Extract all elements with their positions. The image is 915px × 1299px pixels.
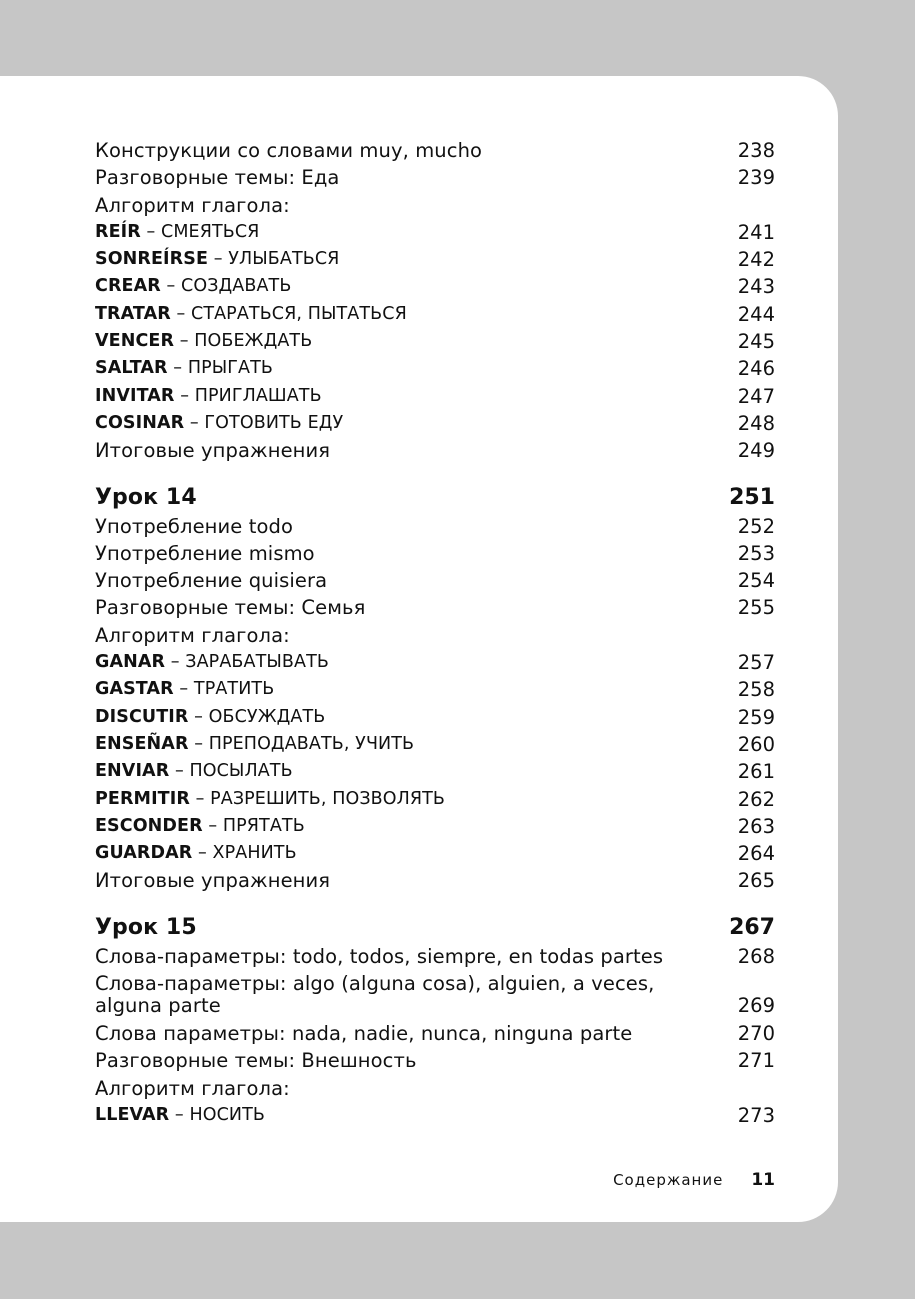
toc-entry xyxy=(95,1075,775,1102)
dash: – xyxy=(208,815,218,836)
toc-entry-title: Алгоритм глагола: xyxy=(95,193,290,217)
toc-verb-entry xyxy=(95,219,775,246)
dash: – xyxy=(179,679,189,700)
toc-entry-page: 244 xyxy=(737,302,775,326)
toc-entry-page: 265 xyxy=(737,869,775,893)
toc-entry-title: Итоговые упражнения xyxy=(95,869,331,893)
toc-entry xyxy=(95,192,775,219)
dash: – xyxy=(194,733,204,754)
lesson-heading xyxy=(95,483,775,513)
toc-verb-entry xyxy=(95,301,775,328)
toc-verb-entry xyxy=(95,649,775,676)
toc-verb-entry xyxy=(95,758,775,785)
dash: – xyxy=(174,1104,184,1125)
toc-entry xyxy=(95,943,775,970)
toc-entry xyxy=(95,567,775,594)
toc-verb-entry xyxy=(95,355,775,382)
lesson-page: 251 xyxy=(729,484,775,510)
verb-translation: УЛЫБАТЬСЯ xyxy=(228,249,340,270)
verb-translation: ПРЕПОДАВАТЬ, УЧИТЬ xyxy=(208,733,415,754)
toc-entry-title: Алгоритм глагола: xyxy=(95,1076,290,1100)
verb-name: DISCUTIR xyxy=(95,706,189,727)
dash: – xyxy=(170,652,180,673)
dash: – xyxy=(176,303,186,324)
toc-entry-title: Употребление quisiera xyxy=(95,569,328,593)
toc-entry xyxy=(95,1020,775,1047)
toc-verb-entry xyxy=(95,704,775,731)
toc-verb-entry xyxy=(95,383,775,410)
dash: – xyxy=(213,249,223,270)
toc-verb-entry xyxy=(95,246,775,273)
verb-name: PERMITIR xyxy=(95,788,190,809)
verb-name: GUARDAR xyxy=(95,843,193,864)
toc-entry-title: Разговорные темы: Семья xyxy=(95,596,366,620)
verb-translation: СТАРАТЬСЯ, ПЫТАТЬСЯ xyxy=(191,303,407,324)
dash: – xyxy=(195,788,205,809)
verb-translation: ТРАТИТЬ xyxy=(193,679,275,700)
toc-entry-page: 262 xyxy=(737,787,775,811)
toc-entry-page: 257 xyxy=(737,651,775,675)
dash: – xyxy=(194,706,203,727)
page-footer xyxy=(560,1170,775,1190)
verb-translation: ПОСЫЛАТЬ xyxy=(189,761,293,782)
dash: – xyxy=(174,761,184,782)
toc-entry-title: Алгоритм глагола: xyxy=(95,623,290,647)
toc-entry-title: Разговорные темы: Еда xyxy=(95,166,340,190)
verb-translation: ПРЫГАТЬ xyxy=(187,358,274,379)
toc-verb-entry xyxy=(95,813,775,840)
toc-entry xyxy=(95,164,775,191)
dash: – xyxy=(189,412,199,433)
toc-verb-entry xyxy=(95,786,775,813)
toc-entry-page: 269 xyxy=(737,994,775,1018)
toc-entry-page: 263 xyxy=(737,814,775,838)
toc-verb-entry xyxy=(95,410,775,437)
lesson-title: Урок 15 xyxy=(95,914,197,940)
toc-entry-page: 273 xyxy=(737,1103,775,1127)
verb-name: SALTAR xyxy=(95,358,168,379)
table-of-contents xyxy=(95,137,775,1129)
verb-translation: ПОБЕЖДАТЬ xyxy=(194,331,313,352)
toc-entry-page: 270 xyxy=(737,1022,775,1046)
toc-entry xyxy=(95,970,775,1020)
verb-translation: ХРАНИТЬ xyxy=(212,843,297,864)
footer-page-number: 11 xyxy=(751,1170,775,1190)
toc-verb-entry xyxy=(95,676,775,703)
toc-entry-page: 255 xyxy=(737,596,775,620)
dash: – xyxy=(146,221,156,242)
toc-entry-page: 271 xyxy=(737,1049,775,1073)
toc-entry-page: 261 xyxy=(737,760,775,784)
toc-entry-page: 243 xyxy=(737,275,775,299)
toc-entry-title: Итоговые упражнения xyxy=(95,439,331,463)
dash: – xyxy=(166,276,176,297)
verb-name: INVITAR xyxy=(95,385,175,406)
verb-translation: СОЗДАВАТЬ xyxy=(181,276,292,297)
verb-translation: ПРЯТАТЬ xyxy=(222,815,305,836)
verb-name: ESCONDER xyxy=(95,815,203,836)
lesson-heading xyxy=(95,913,775,943)
toc-entry xyxy=(95,1047,775,1074)
verb-name: TRATAR xyxy=(95,303,171,324)
verb-translation: ОБСУЖДАТЬ xyxy=(208,706,326,727)
toc-verb-entry xyxy=(95,328,775,355)
toc-entry-page: 260 xyxy=(737,732,775,756)
verb-translation: ПРИГЛАШАТЬ xyxy=(194,385,322,406)
toc-verb-entry xyxy=(95,840,775,867)
verb-translation: РАЗРЕШИТЬ, ПОЗВОЛЯТЬ xyxy=(210,788,446,809)
toc-entry-page: 247 xyxy=(737,384,775,408)
toc-entry-title: Слова параметры: nada, nadie, nunca, ninguna parte xyxy=(95,1022,633,1046)
verb-name: GANAR xyxy=(95,652,166,673)
verb-name: VENCER xyxy=(95,331,175,352)
toc-entry-title: Слова-параметры: algo (alguna cosa), alguien, a veces, alguna parte xyxy=(95,972,655,1018)
toc-entry-page: 259 xyxy=(737,705,775,729)
verb-name: SONREÍRSE xyxy=(95,249,209,270)
toc-entry-page: 238 xyxy=(737,139,775,162)
verb-name: ENSEÑAR xyxy=(95,733,189,754)
toc-verb-entry xyxy=(95,731,775,758)
toc-entry-title: Конструкции со словами muy, mucho xyxy=(95,139,483,162)
footer-section-label: Содержание xyxy=(613,1171,724,1189)
toc-entry-page: 264 xyxy=(737,842,775,866)
verb-translation: СМЕЯТЬСЯ xyxy=(161,221,260,242)
verb-name: COSINAR xyxy=(95,412,185,433)
dash: – xyxy=(173,358,183,379)
verb-name: LLEVAR xyxy=(95,1104,170,1125)
toc-entry-page: 268 xyxy=(737,944,775,968)
toc-entry-title: Разговорные темы: Внешность xyxy=(95,1049,417,1073)
toc-entry-page: 254 xyxy=(737,569,775,593)
toc-entry-title: Употребление todo xyxy=(95,514,293,538)
toc-entry xyxy=(95,137,775,164)
toc-entry xyxy=(95,594,775,621)
toc-entry-title: Употребление mismo xyxy=(95,541,315,565)
toc-verb-entry xyxy=(95,1102,775,1129)
verb-name: REÍR xyxy=(95,221,141,242)
verb-translation: НОСИТЬ xyxy=(189,1104,265,1125)
toc-entry xyxy=(95,513,775,540)
toc-entry xyxy=(95,867,775,894)
lesson-page: 267 xyxy=(729,914,775,940)
toc-entry-page: 258 xyxy=(737,678,775,702)
toc-entry xyxy=(95,437,775,464)
verb-translation: ГОТОВИТЬ ЕДУ xyxy=(204,412,344,433)
verb-name: CREAR xyxy=(95,276,161,297)
dash: – xyxy=(179,331,189,352)
toc-entry xyxy=(95,622,775,649)
verb-translation: ЗАРАБАТЫВАТЬ xyxy=(185,652,329,673)
toc-entry-page: 249 xyxy=(737,439,775,463)
toc-entry xyxy=(95,540,775,567)
dash: – xyxy=(180,385,190,406)
verb-name: ENVIAR xyxy=(95,761,170,782)
toc-entry-page: 248 xyxy=(737,411,775,435)
dash: – xyxy=(197,843,207,864)
toc-entry-page: 253 xyxy=(737,541,775,565)
toc-entry-page: 246 xyxy=(737,357,775,381)
verb-name: GASTAR xyxy=(95,679,174,700)
toc-entry-page: 242 xyxy=(737,248,775,272)
toc-entry-page: 241 xyxy=(737,220,775,244)
toc-entry-title: Слова-параметры: todo, todos, siempre, en todas partes xyxy=(95,944,664,968)
lesson-title: Урок 14 xyxy=(95,484,197,510)
toc-entry-page: 245 xyxy=(737,330,775,354)
toc-entry-page: 239 xyxy=(737,166,775,190)
toc-entry-page: 252 xyxy=(737,514,775,538)
toc-verb-entry xyxy=(95,273,775,300)
